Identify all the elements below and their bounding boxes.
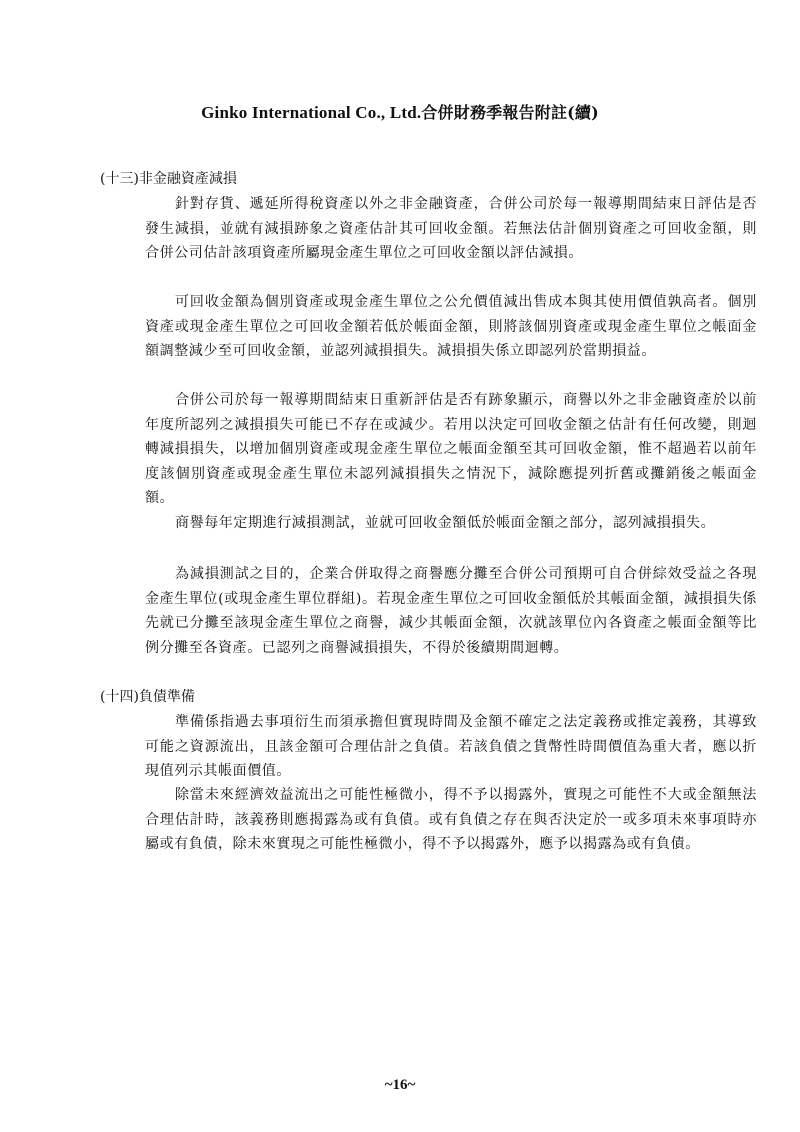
page-number: ~16~ <box>384 1077 416 1093</box>
page-header <box>0 100 800 123</box>
paragraph: 除當未來經濟效益流出之可能性極微小，得不予以揭露外，實現之可能性不大或金額無法合理估計時，該義務則應揭露為或有負債。或有負債之存在與否決定於一或多項未來事項時亦屬或有負債，除未來實現之可能性極微小，得不予以揭露外，應予以揭露為或有負債。 <box>145 787 757 852</box>
paragraph: 準備係指過去事項衍生而須承擔但實現時間及金額不確定之法定義務或推定義務，其導致可能之資源流出，且該金額可合理估計之負債。若該負債之貨幣性時間價值為重大者，應以折現值列示其帳面價值。 <box>145 714 757 779</box>
section-title-impairment: (十三)非金融資產減損 <box>100 171 237 187</box>
paragraph: 可回收金額為個別資產或現金產生單位之公允價值減出售成本與其使用價值孰高者。個別資產或現金產生單位之可回收金額若低於帳面金額，則將該個別資產或現金產生單位之帳面金額調整減少至可回收金額，並認列減損損失。減損損失係立即認列於當期損益。 <box>145 294 757 359</box>
section-title-provisions: (十四)負債準備 <box>100 689 195 705</box>
header-title-suffix: 合併財務季報告附註(續) <box>421 103 599 122</box>
paragraph: 為減損測試之目的，企業合併取得之商譽應分攤至合併公司預期可自合併綜效受益之各現金產生單位(或現金產生單位群組)。若現金產生單位之可回收金額低於其帳面金額，減損損失係先就已分攤至該現金產生單位之商譽，減少其帳面金額，次就該單位內各資產之帳面金額等比例分攤至各資產。已認列之商譽減損損失，不得於後續期間迴轉。 <box>145 566 757 656</box>
paragraph: 合併公司於每一報導期間結束日重新評估是否有跡象顯示，商譽以外之非金融資產於以前年度所認列之減損損失可能已不存在或減少。若用以決定可回收金額之估計有任何改變，則迴轉減損損失，以增加個別資產或現金產生單位之帳面金額至其可回收金額，惟不超過若以前年度該個別資產或現金產生單位未認列減損損失之情況下，減除應提列折舊或攤銷後之帳面金額。 <box>145 392 757 506</box>
paragraph: 商譽每年定期進行減損測試，並就可回收金額低於帳面金額之部分，認列減損損失。 <box>175 515 716 531</box>
company-name: Ginko International Co., Ltd. <box>201 103 422 122</box>
paragraph: 針對存貨、遞延所得稅資產以外之非金融資產，合併公司於每一報導期間結束日評估是否發生減損，並就有減損跡象之資產估計其可回收金額。若無法估計個別資產之可回收金額，則合併公司估計該項資產所屬現金產生單位之可回收金額以評估減損。 <box>145 196 757 261</box>
